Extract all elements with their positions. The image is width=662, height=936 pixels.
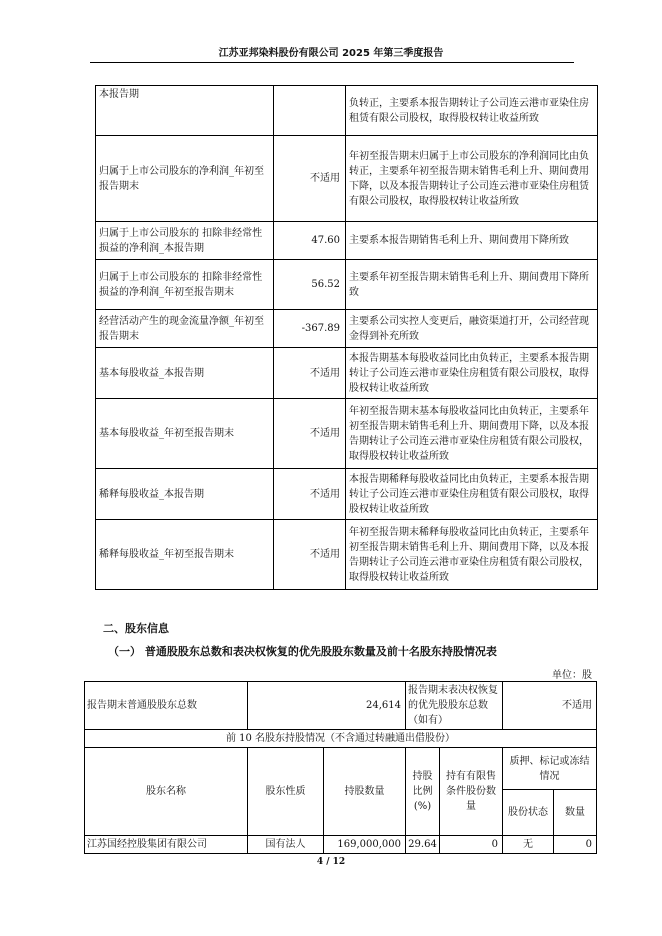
subsection-title: （一） 普通股股东总数和表决权恢复的优先股股东数量及前十名股东持股情况表: [108, 645, 497, 658]
col-header-pledge: 质押、标记或冻结情况: [503, 748, 597, 790]
metric-item: 基本每股收益_年初至报告期末: [96, 399, 274, 469]
table-row: [85, 682, 597, 730]
col-header-amount: 持股数量: [324, 748, 406, 836]
header-divider: [90, 62, 574, 63]
metric-reason: 年初至报告期末归属于上市公司股东的净利润同比由负转正，主要系年初至报告期末销售毛利上升、期间费用下降，以及本报告期转让子公司连云港市亚染住房租赁有限公司股权，取得股权转让收益所致: [346, 136, 598, 222]
metric-item: 归属于上市公司股东的 扣除非经常性损益的净利润_本报告期: [96, 222, 274, 260]
col-header-name: 股东名称: [85, 748, 248, 836]
section-title-shareholders: 二、股东信息: [103, 622, 169, 635]
page-number: 4 / 12: [316, 857, 346, 867]
metric-value: 不适用: [274, 399, 346, 469]
metric-reason: 年初至报告期末基本每股收益同比由负转正，主要系年初至报告期末销售毛利上升、期间费用下降，以及本报告期转让子公司连云港市亚染住房租赁有限公司股权，取得股权转让收益所致: [346, 399, 598, 469]
table-row: [96, 348, 598, 399]
metric-item: 经营活动产生的现金流量净额_年初至报告期末: [96, 310, 274, 348]
metric-reason: 负转正，主要系本报告期转让子公司连云港市亚染住房租赁有限公司股权，取得股权转让收益所致: [346, 86, 598, 136]
table-row: [96, 260, 598, 310]
metric-value: 不适用: [274, 348, 346, 399]
holder-qty: 0: [554, 836, 597, 854]
metric-value: 47.60: [274, 222, 346, 260]
top10-caption: 前 10 名股东持股情况（不含通过转融通出借股份）: [85, 730, 597, 748]
col-header-qty: 数量: [554, 790, 597, 836]
metric-reason: 主要系本报告期销售毛利上升、期间费用下降所致: [346, 222, 598, 260]
shareholders-table: [84, 681, 597, 854]
metric-item: 稀释每股收益_年初至报告期末: [96, 520, 274, 590]
table-row: [96, 222, 598, 260]
metric-value: 不适用: [274, 520, 346, 590]
metric-reason: 年初至报告期末稀释每股收益同比由负转正，主要系年初至报告期末销售毛利上升、期间费用下降，以及本报告期转让子公司连云港市亚染住房租赁有限公司股权，取得股权转让收益所致: [346, 520, 598, 590]
metric-reason: 本报告期稀释每股收益同比由负转正，主要系本报告期转让子公司连云港市亚染住房租赁有限公司股权，取得股权转让收益所致: [346, 469, 598, 520]
holder-ratio: 29.64: [406, 836, 440, 854]
table-row: [96, 310, 598, 348]
metric-value: 不适用: [274, 469, 346, 520]
col-header-restricted: 持有有限售条件股份数量: [440, 748, 503, 836]
table-header-row: [85, 748, 597, 790]
table-row: [96, 86, 598, 136]
holder-nature: 国有法人: [248, 836, 324, 854]
col-header-ratio: 持股比例(%): [406, 748, 440, 836]
col-header-nature: 股东性质: [248, 748, 324, 836]
metrics-change-table: [95, 85, 598, 590]
holder-restricted: 0: [440, 836, 503, 854]
metric-item: 归属于上市公司股东的净利润_年初至报告期末: [96, 136, 274, 222]
common-holders-label: 报告期末普通股股东总数: [85, 682, 248, 730]
table-row: [85, 836, 597, 854]
table-row: [96, 469, 598, 520]
metric-item: 稀释每股收益_本报告期: [96, 469, 274, 520]
table-row: [96, 399, 598, 469]
table-row: [96, 136, 598, 222]
common-holders-value: 24,614: [248, 682, 406, 730]
col-header-status: 股份状态: [503, 790, 554, 836]
holder-name: 江苏国经控股集团有限公司: [85, 836, 248, 854]
table-row: [85, 730, 597, 748]
metric-reason: 主要系公司实控人变更后，融资渠道打开，公司经营现金得到补充所致: [346, 310, 598, 348]
preferred-holders-label: 报告期末表决权恢复的优先股股东总数（如有）: [406, 682, 503, 730]
metric-item: 基本每股收益_本报告期: [96, 348, 274, 399]
holder-status: 无: [503, 836, 554, 854]
metric-item: 本报告期: [96, 86, 274, 136]
report-header-title: 江苏亚邦染料股份有限公司 2025 年第三季度报告: [218, 48, 444, 59]
metric-value: 不适用: [274, 136, 346, 222]
unit-label: 单位：股: [552, 670, 592, 681]
metric-value: 56.52: [274, 260, 346, 310]
metric-value: [274, 86, 346, 136]
preferred-holders-value: 不适用: [503, 682, 597, 730]
holder-amount: 169,000,000: [324, 836, 406, 854]
metric-item: 归属于上市公司股东的 扣除非经常性损益的净利润_年初至报告期末: [96, 260, 274, 310]
table-row: [96, 520, 598, 590]
metric-value: -367.89: [274, 310, 346, 348]
metric-reason: 主要系年初至报告期末销售毛利上升、期间费用下降所致: [346, 260, 598, 310]
metric-reason: 本报告期基本每股收益同比由负转正，主要系本报告期转让子公司连云港市亚染住房租赁有限公司股权，取得股权转让收益所致: [346, 348, 598, 399]
